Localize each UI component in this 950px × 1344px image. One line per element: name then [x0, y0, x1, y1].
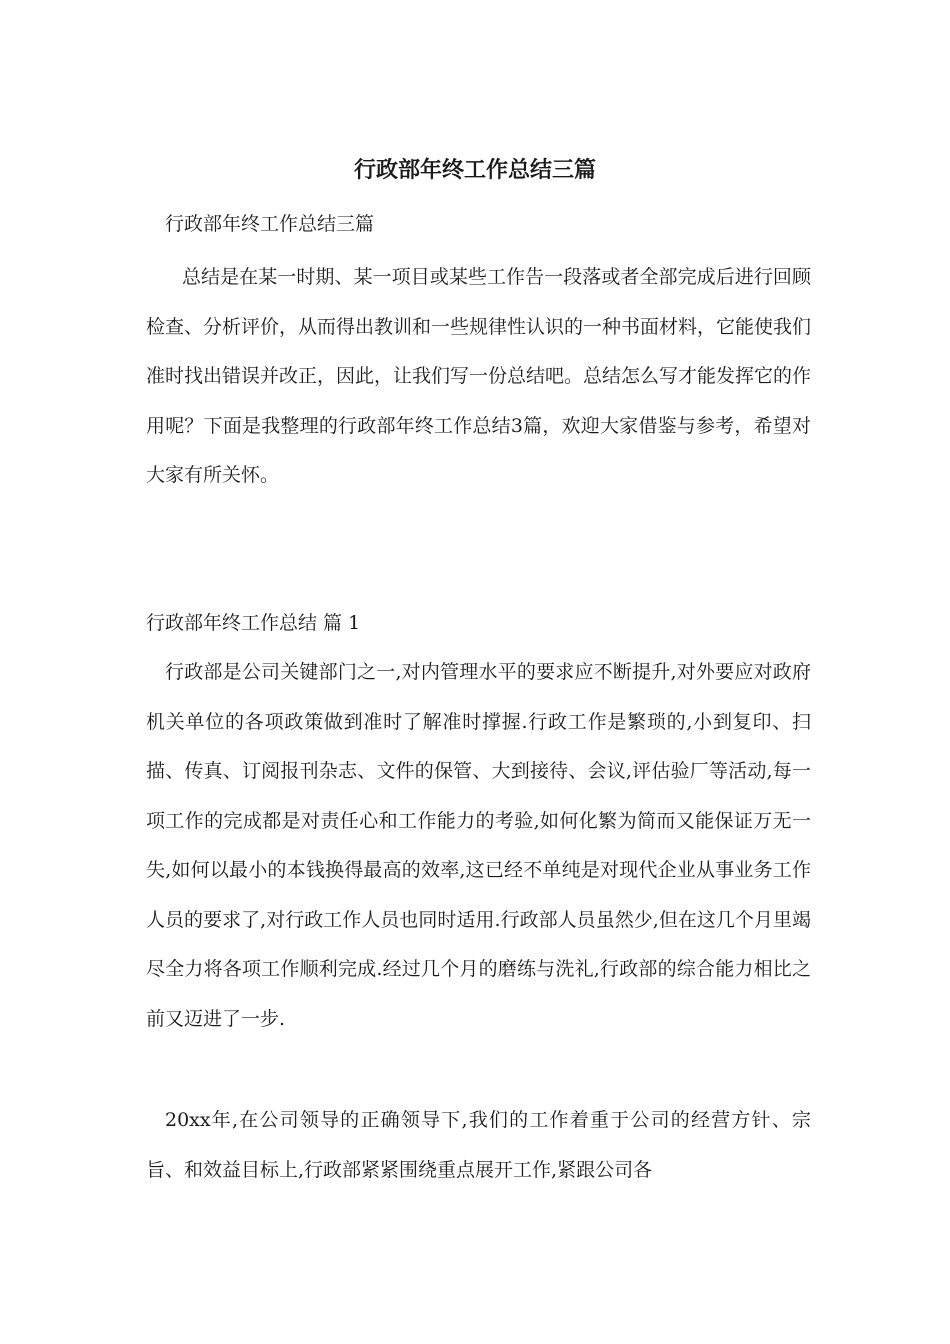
intro-paragraph: 总结是在某一时期、某一项目或某些工作告一段落或者全部完成后进行回顾检查、分析评价，从而得出教训和一些规律性认识的一种书面材料，它能使我们准时找出错误并改正，因此，让我们写一份总结吧。总结怎么写才能发挥它的作用呢？下面是我整理的行政部年终工作总结3篇，欢迎大家借鉴与参考，希望对大家有所关怀。 — [146, 266, 812, 486]
document-subtitle: 行政部年终工作总结三篇 — [165, 213, 375, 235]
section1-paragraph-2: 20xx年,在公司领导的正确领导下,我们的工作着重于公司的经营方针、宗旨、和效益目标上,行政部紧紧围绕重点展开工作,紧跟公司各 — [146, 1109, 811, 1181]
section-heading-1: 行政部年终工作总结 篇 1 — [146, 612, 361, 634]
document-title: 行政部年终工作总结三篇 — [353, 157, 596, 183]
section1-paragraph-1: 行政部是公司关键部门之一,对内管理水平的要求应不断提升,对外要应对政府机关单位的各项政策做到准时了解准时撑握.行政工作是繁琐的,小到复印、扫描、传真、订阅报刊杂志、文件的保管、大到接待、会议,评估验厂等活动,每一项工作的完成都是对责任心和工作能力的考验,如何化繁为简而又能保证万无一失,如何以最小的本钱换得最高的效率,这已经不单纯是对现代企业从事业务工作人员的要求了,对行政工作人员也同时适用.行政部人员虽然少,但在这几个月里竭尽全力将各项工作顺利完成.经过几个月的磨练与洗礼,行政部的综合能力相比之前又迈进了一步. — [146, 661, 811, 1030]
